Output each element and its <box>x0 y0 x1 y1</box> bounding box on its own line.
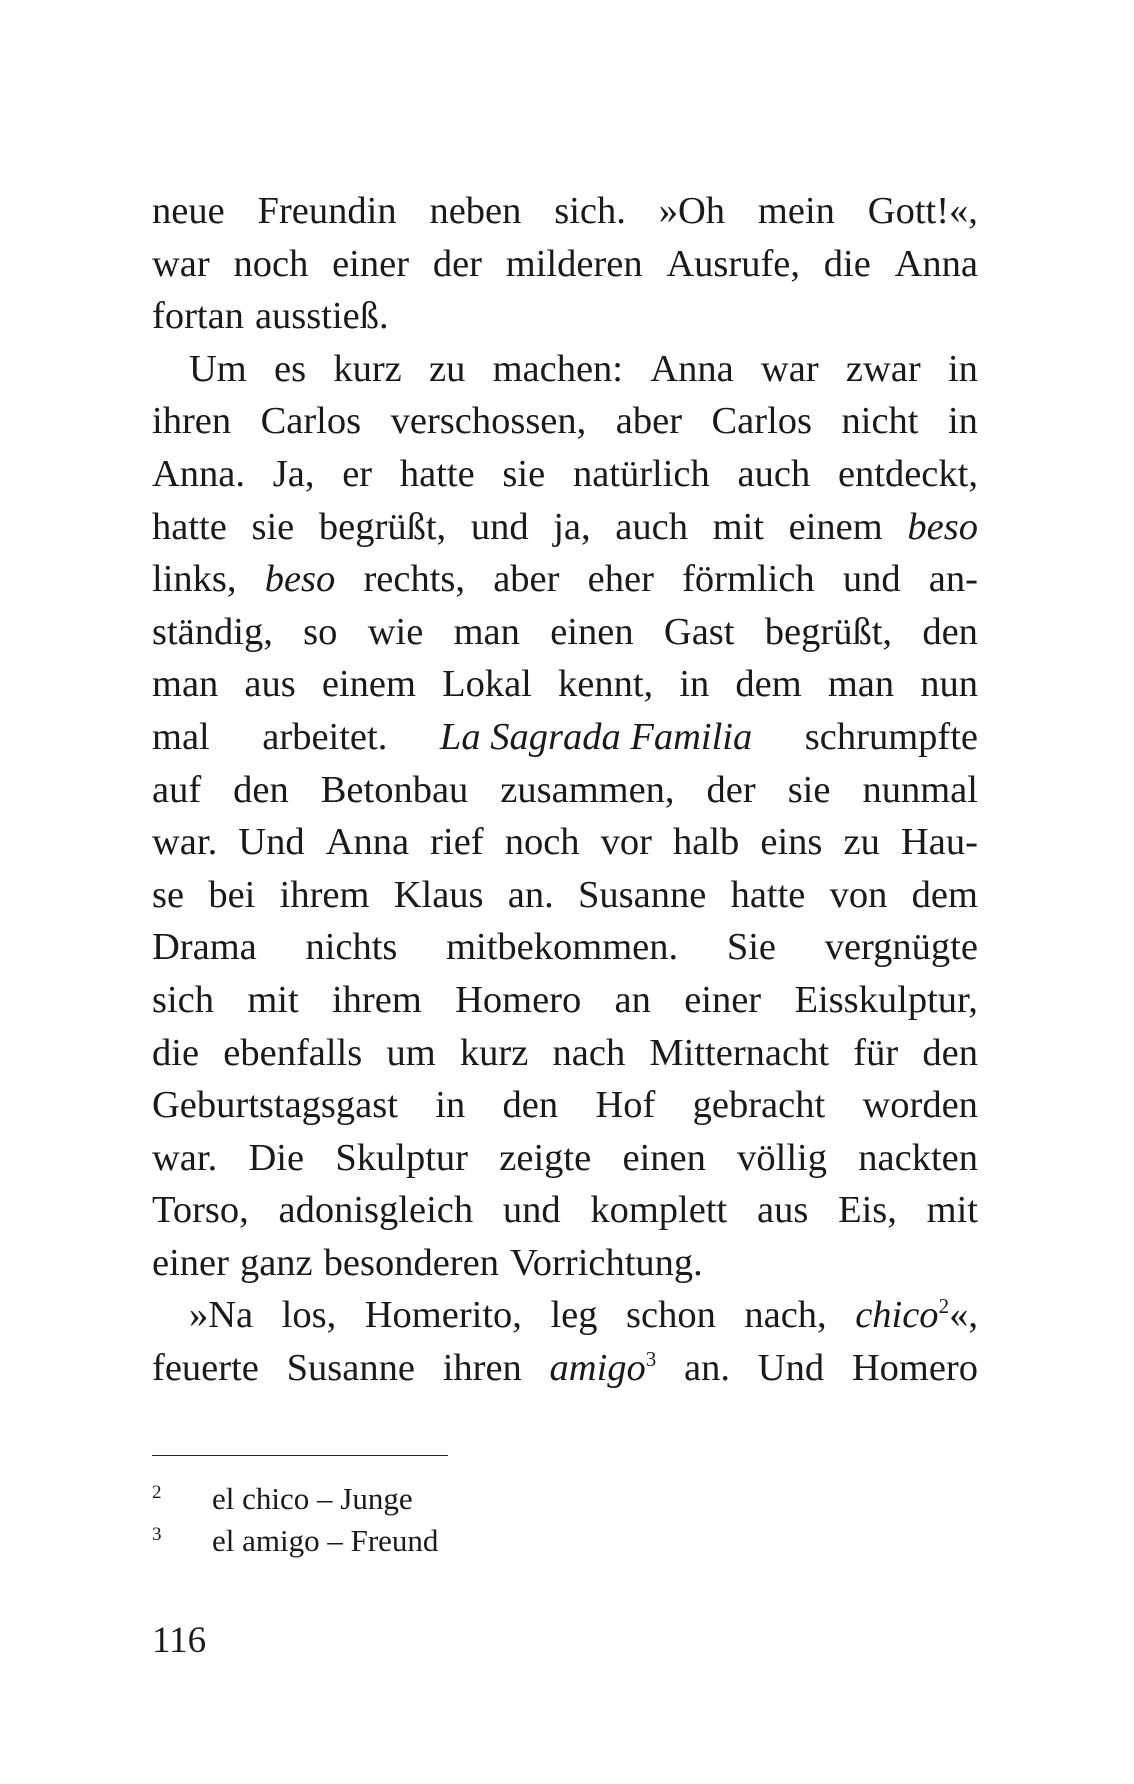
word: einen <box>622 1136 706 1179</box>
word: und <box>502 1189 561 1232</box>
word: eher <box>587 558 654 601</box>
word: in <box>435 1084 466 1127</box>
word: die <box>152 1031 200 1074</box>
word: mit <box>247 978 299 1021</box>
text-line <box>152 1342 978 1395</box>
word: war <box>760 347 819 390</box>
word: von <box>829 873 888 916</box>
word: Homerito, <box>364 1294 522 1337</box>
footnote-number: 2 <box>152 1482 162 1503</box>
word: Geburtstagsgast <box>152 1084 398 1127</box>
word: La Sagrada Familia <box>439 715 753 758</box>
word: neben <box>429 190 522 232</box>
word: Gott!«, <box>867 190 978 232</box>
word: schrumpfte <box>804 715 978 758</box>
word: war. <box>152 1136 218 1179</box>
word: so <box>303 610 338 653</box>
word: Gast <box>663 610 735 653</box>
word: Die <box>248 1136 305 1179</box>
word: dem <box>735 663 802 706</box>
word: ja, <box>553 505 591 548</box>
word: mit <box>926 1189 978 1232</box>
word: begrüßt, <box>764 610 893 653</box>
word: aber <box>493 558 560 601</box>
word: und <box>470 505 529 548</box>
word: Hof <box>595 1084 656 1127</box>
word: war. <box>152 821 218 864</box>
text-line <box>152 448 978 501</box>
word: einer <box>152 1241 229 1284</box>
word: man <box>827 663 895 706</box>
text-line <box>152 869 978 922</box>
word: Ausrufe, <box>666 242 801 285</box>
word: aus <box>244 663 296 706</box>
word: zu <box>429 347 466 390</box>
footnote-separator <box>152 1455 448 1456</box>
word: halb <box>673 821 740 864</box>
word: ihren <box>152 400 232 443</box>
word: und <box>842 558 901 601</box>
word: Betonbau <box>320 768 469 811</box>
word: kennt, <box>558 663 654 706</box>
word: zwar <box>845 347 921 390</box>
word: sie <box>787 768 831 811</box>
word: Und <box>757 1347 825 1390</box>
word: nach <box>552 1031 626 1074</box>
word: einer <box>332 242 410 285</box>
word: den <box>502 1084 559 1127</box>
word: beso <box>907 505 978 548</box>
body-text <box>152 185 978 1395</box>
word: besonderen <box>323 1241 499 1284</box>
word: man <box>152 663 219 706</box>
word: in <box>947 400 978 443</box>
text-line <box>152 238 978 291</box>
text-line <box>152 974 978 1027</box>
word: »Oh <box>658 190 726 232</box>
text-line <box>152 185 978 238</box>
word: Susanne <box>577 873 707 916</box>
word: Mitternacht <box>649 1031 830 1074</box>
word: einer <box>684 978 762 1021</box>
word: auch <box>737 452 811 495</box>
word: zusammen, <box>500 768 675 811</box>
word: den <box>922 1031 978 1074</box>
footnote-number: 3 <box>152 1524 162 1545</box>
page-number: 116 <box>152 1620 207 1661</box>
text-line <box>152 1184 978 1237</box>
word: der <box>706 768 756 811</box>
word: Anna. <box>152 452 246 495</box>
word: Freundin <box>257 190 397 232</box>
footnote-text: el amigo – Freund <box>212 1523 439 1558</box>
word: amigo$^3$ <box>549 1347 657 1390</box>
text-line <box>152 1079 978 1132</box>
word: kurz <box>459 1031 529 1074</box>
word: ganz <box>239 1241 313 1284</box>
text-line <box>152 343 978 396</box>
word: Klaus <box>393 873 484 916</box>
word: in <box>947 347 978 390</box>
word: hatte <box>152 505 227 548</box>
text-line <box>152 658 978 711</box>
word: entdeckt, <box>837 452 978 495</box>
word: für <box>853 1031 899 1074</box>
word: den <box>922 610 978 653</box>
word: nichts <box>305 926 398 969</box>
word: ebenfalls <box>223 1031 363 1074</box>
word: völlig <box>737 1136 827 1179</box>
word: feuerte <box>152 1347 259 1390</box>
word: arbeitet. <box>262 715 388 758</box>
word: Carlos <box>711 400 813 443</box>
word: fortan <box>152 295 244 338</box>
word: eins <box>760 821 823 864</box>
word: um <box>386 1031 436 1074</box>
word: ihrem <box>331 978 422 1021</box>
word: bei <box>208 873 256 916</box>
word: förmlich <box>682 558 815 601</box>
word: ausstieß. <box>254 295 389 338</box>
word: die <box>823 242 871 285</box>
word: Homero <box>455 978 582 1021</box>
word: Ja, <box>272 452 315 495</box>
text-line <box>152 921 978 974</box>
word: einem <box>788 505 883 548</box>
text-line <box>152 395 978 448</box>
word: nackten <box>858 1136 978 1179</box>
word: er <box>342 452 373 495</box>
word: sich. <box>554 190 626 232</box>
word: vor <box>600 821 652 864</box>
word: nunmal <box>862 768 978 811</box>
word: sie <box>502 452 546 495</box>
word: se <box>152 873 185 916</box>
word: noch <box>233 242 309 285</box>
text-line <box>152 1027 978 1080</box>
word: in <box>679 663 710 706</box>
word: war <box>152 242 210 285</box>
word: mein <box>757 190 835 232</box>
word: an <box>614 978 651 1021</box>
word: Lokal <box>442 663 532 706</box>
word: noch <box>504 821 580 864</box>
word: gebracht <box>692 1084 826 1127</box>
word: nach, <box>744 1294 827 1337</box>
word: Skulptur <box>335 1136 469 1179</box>
word: an. <box>684 1347 731 1390</box>
word: Homero <box>851 1347 978 1390</box>
word: verschossen, <box>390 400 587 443</box>
word: natürlich <box>572 452 710 495</box>
word: der <box>432 242 482 285</box>
word: Anna <box>894 242 978 285</box>
word: begrüßt, <box>318 505 447 548</box>
word: vergnügte <box>824 926 978 969</box>
footnote-reference: 3 <box>645 1347 657 1372</box>
word: »Na <box>189 1294 254 1337</box>
text-line <box>152 711 978 764</box>
word: rechts, <box>363 558 466 601</box>
word: zeigte <box>499 1136 592 1179</box>
word: ihren <box>442 1347 522 1390</box>
word: man <box>453 610 520 653</box>
word: leg <box>550 1294 598 1337</box>
word: machen: <box>492 347 624 390</box>
text-line <box>152 606 978 659</box>
word: mit <box>712 505 764 548</box>
word: links, <box>152 558 237 601</box>
word: an. <box>507 873 554 916</box>
word: Vorrichtung. <box>509 1241 703 1284</box>
word: es <box>274 347 307 390</box>
word: auf <box>152 768 202 811</box>
word: sich <box>152 978 215 1021</box>
word: Eisskulptur, <box>794 978 978 1021</box>
word: milderen <box>505 242 643 285</box>
word: neue <box>152 190 225 232</box>
word: hatte <box>399 452 475 495</box>
word: aber <box>615 400 683 443</box>
footnote <box>152 1520 439 1562</box>
text-line <box>152 553 978 606</box>
word: beso <box>264 558 336 601</box>
text-line <box>152 1132 978 1185</box>
word: auch <box>615 505 688 548</box>
word: ständig, <box>152 610 273 653</box>
word: mal <box>152 715 210 758</box>
word: Torso, <box>152 1189 249 1232</box>
word: adonisgleich <box>278 1189 474 1232</box>
word: Anna <box>650 347 734 390</box>
word: einem <box>321 663 416 706</box>
word: nun <box>920 663 978 706</box>
word: Sie <box>726 926 777 969</box>
word: Hau- <box>900 821 978 864</box>
word: einen <box>550 610 634 653</box>
text-line <box>152 764 978 817</box>
word: Drama <box>152 926 257 969</box>
word: Eis, <box>838 1189 897 1232</box>
word: Susanne <box>286 1347 415 1390</box>
word: Um <box>189 347 247 390</box>
text-line <box>152 816 978 869</box>
word: nicht <box>841 400 919 443</box>
text-line <box>152 1237 978 1290</box>
word: worden <box>862 1084 978 1127</box>
word: zu <box>843 821 880 864</box>
footnotes <box>152 1478 439 1562</box>
word: komplett <box>590 1189 728 1232</box>
word: rief <box>430 821 484 864</box>
word: dem <box>911 873 978 916</box>
footnote-reference: 2 <box>938 1294 950 1319</box>
word: schon <box>626 1294 716 1337</box>
word: mitbekommen. <box>446 926 679 969</box>
text-line <box>152 1289 978 1342</box>
word: Carlos <box>260 400 362 443</box>
word: Anna <box>325 821 410 864</box>
text-line <box>152 290 978 343</box>
word: kurz <box>333 347 402 390</box>
word: chico$^2$«, <box>855 1294 978 1337</box>
footnote-text: el chico – Junge <box>212 1481 413 1516</box>
word: sie <box>251 505 295 548</box>
word: aus <box>756 1189 809 1232</box>
word: den <box>233 768 289 811</box>
word: Und <box>238 821 305 864</box>
word: los, <box>281 1294 337 1337</box>
word: an- <box>928 558 978 601</box>
word: wie <box>367 610 424 653</box>
text-line <box>152 501 978 554</box>
word: hatte <box>730 873 806 916</box>
word: ihrem <box>279 873 370 916</box>
